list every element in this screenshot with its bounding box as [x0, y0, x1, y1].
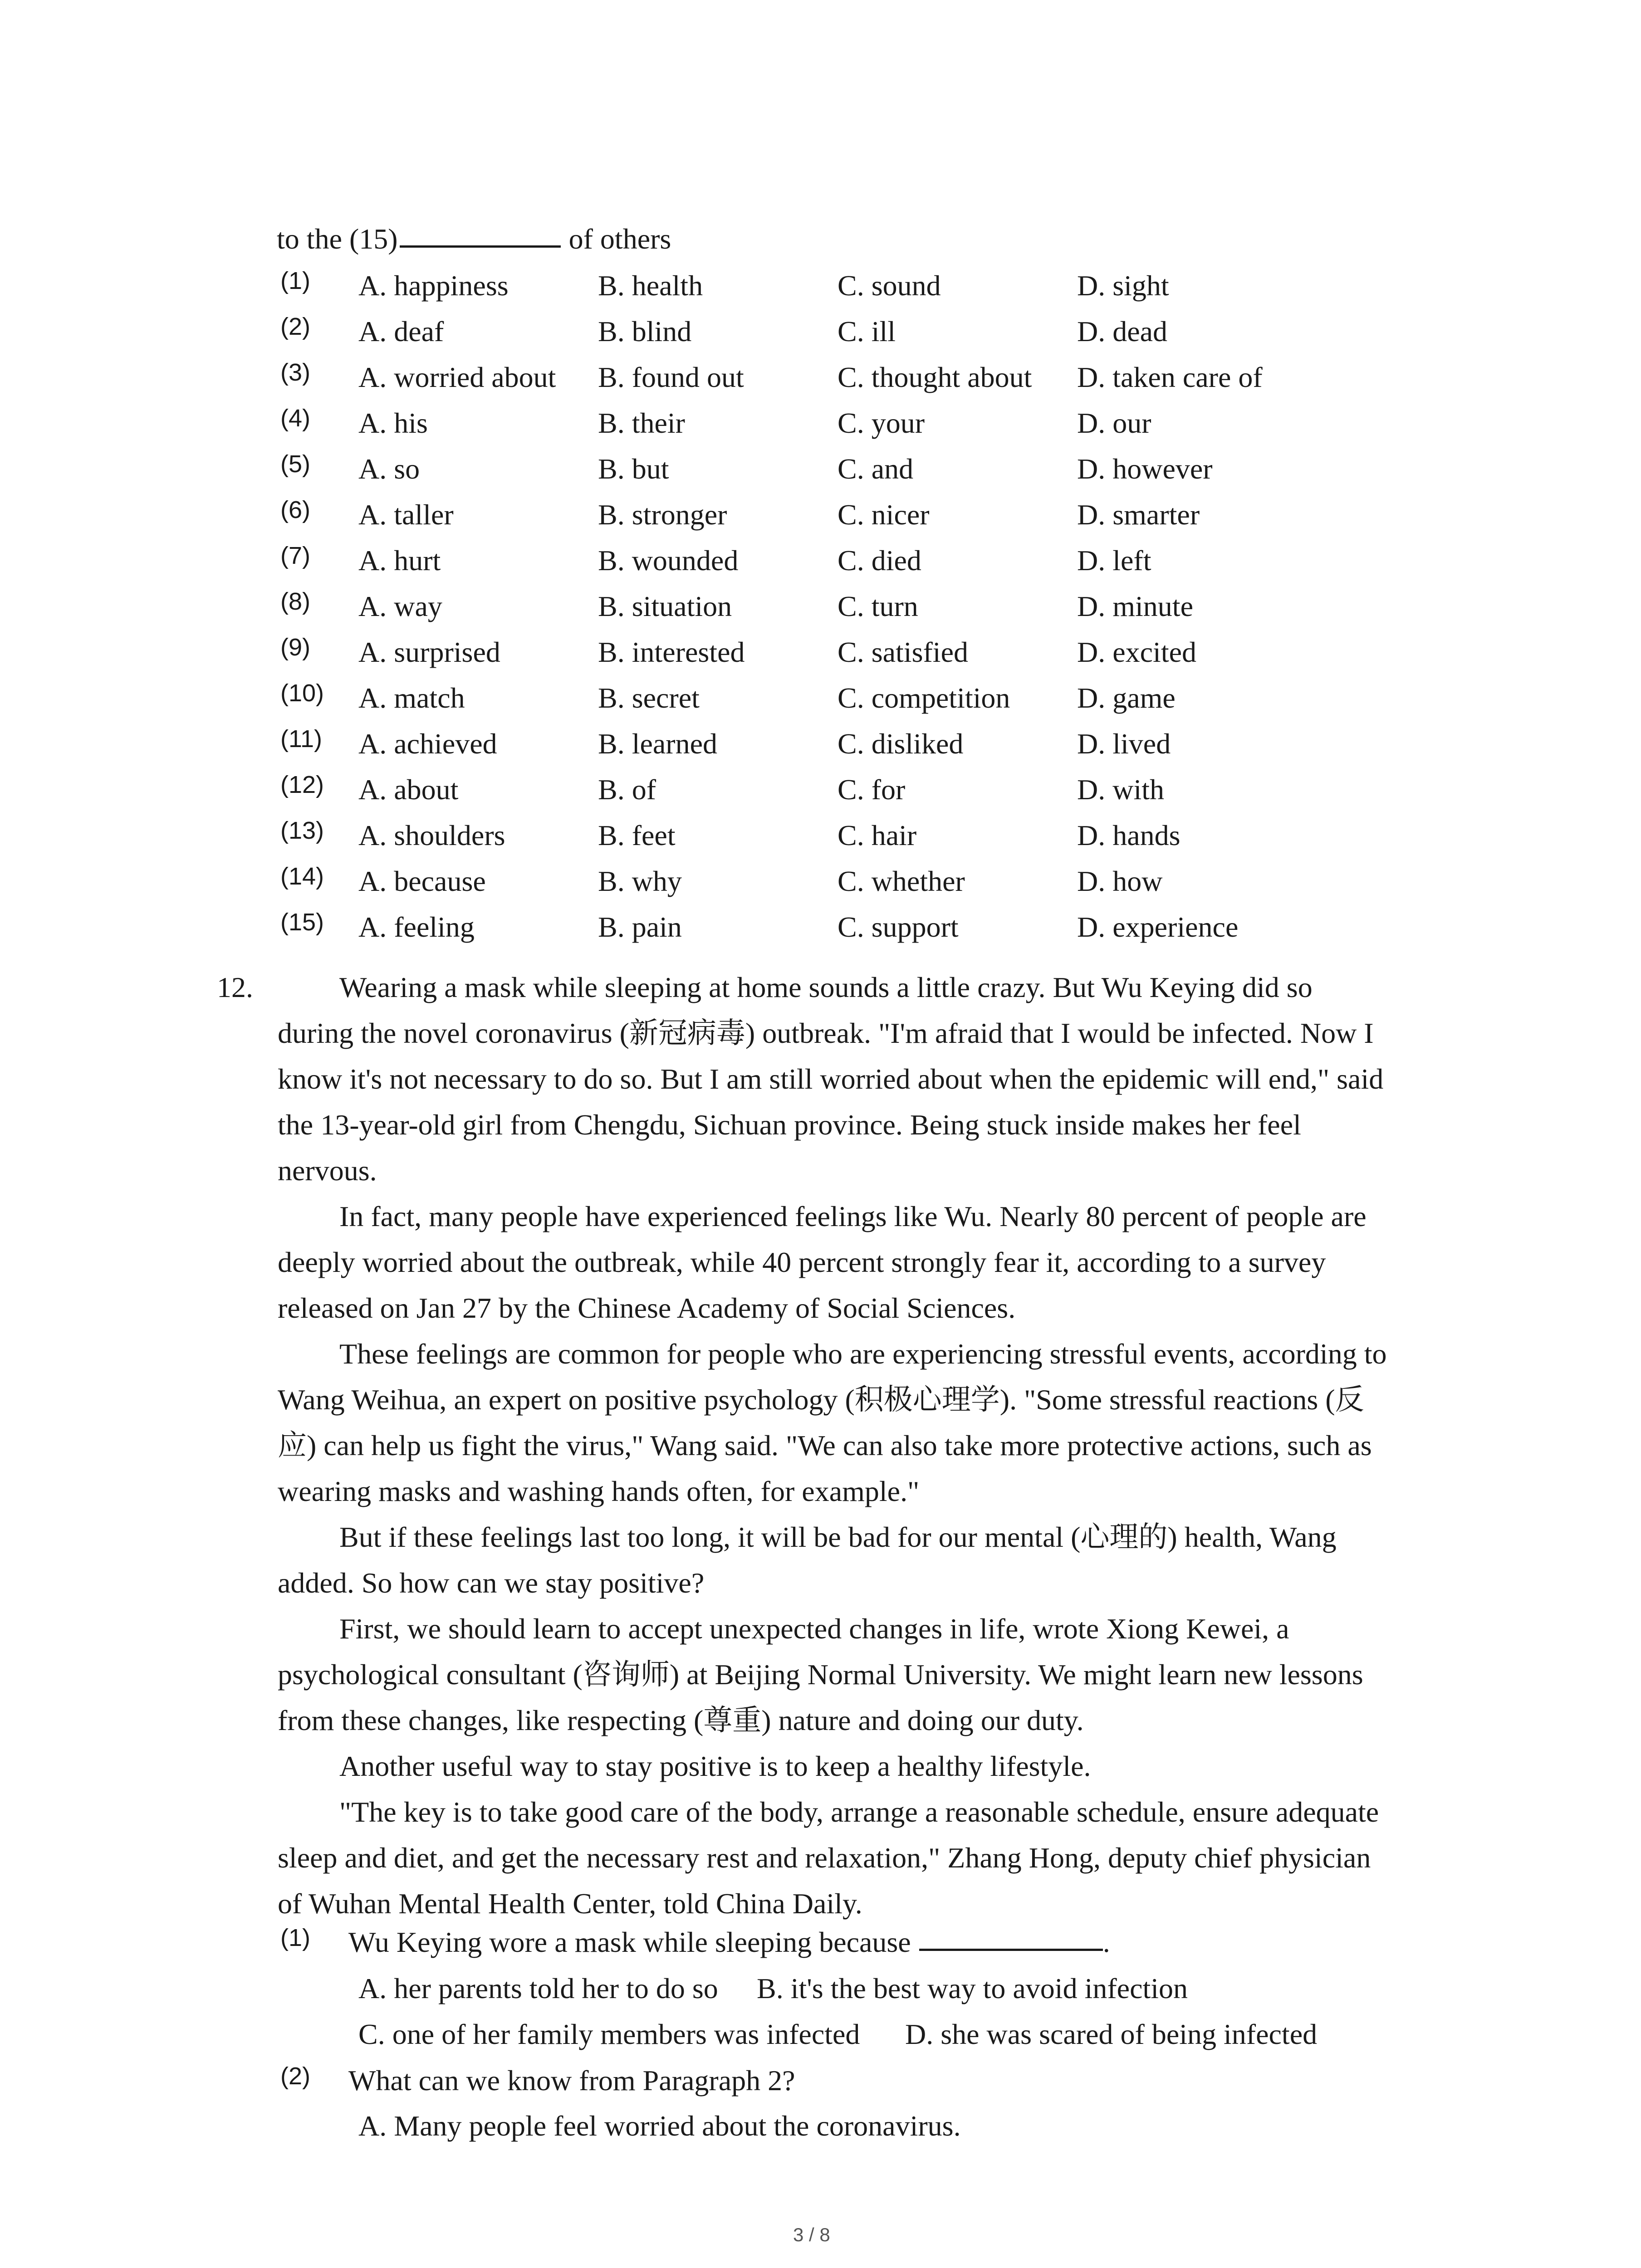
- option-c: C. your: [838, 407, 925, 439]
- option-b: B. it's the best way to avoid infection: [757, 1972, 1188, 2004]
- option-d: D. excited: [1077, 636, 1196, 668]
- passage-line: But if these feelings last too long, it will be bad for our mental (心理的) health, Wang: [339, 1521, 1337, 1553]
- option-a: A. happiness: [358, 269, 509, 302]
- cloze-question-number: (7): [280, 542, 310, 569]
- passage-line: the 13-year-old girl from Chengdu, Sichuan province. Being stuck inside makes her feel: [278, 1109, 1301, 1141]
- passage-line: In fact, many people have experienced feelings like Wu. Nearly 80 percent of people are: [339, 1200, 1367, 1232]
- option-c: C. turn: [838, 590, 918, 622]
- subquestion-number: (1): [280, 1924, 310, 1951]
- option-c: C. nicer: [838, 499, 930, 531]
- option-c: C. competition: [838, 682, 1010, 714]
- passage-line: know it's not necessary to do so. But I am still worried about when the epidemic will end," said: [278, 1063, 1384, 1095]
- passage-line: Wang Weihua, an expert on positive psychology (积极心理学). "Some stressful reactions (反: [278, 1383, 1364, 1416]
- option-b: B. blind: [598, 315, 692, 347]
- passage-line: Another useful way to stay positive is to keep a healthy lifestyle.: [339, 1750, 1091, 1782]
- option-b: B. but: [598, 453, 669, 485]
- passage-line: added. So how can we stay positive?: [278, 1567, 705, 1599]
- option-b: B. of: [598, 773, 656, 806]
- option-a: A. shoulders: [358, 819, 505, 851]
- passage-line: released on Jan 27 by the Chinese Academy of Social Sciences.: [278, 1292, 1016, 1324]
- option-b: B. stronger: [598, 499, 727, 531]
- option-d: D. sight: [1077, 269, 1169, 302]
- option-d: D. minute: [1077, 590, 1193, 622]
- option-a: A. way: [358, 590, 442, 622]
- option-b: B. pain: [598, 911, 682, 943]
- option-b: B. feet: [598, 819, 676, 851]
- option-c: C. hair: [838, 819, 917, 851]
- cloze-question-number: (14): [280, 863, 324, 890]
- passage-line: wearing masks and washing hands often, for example.": [278, 1475, 920, 1507]
- option-d: D. however: [1077, 453, 1213, 485]
- option-a: A. surprised: [358, 636, 500, 668]
- cloze-tail-line: [277, 225, 671, 254]
- option-d: D. our: [1077, 407, 1151, 439]
- cloze-question-number: (3): [280, 359, 310, 386]
- passage-line: Wearing a mask while sleeping at home sounds a little crazy. But Wu Keying did so: [339, 971, 1313, 1003]
- passage-line: psychological consultant (咨询师) at Beijing Normal University. We might learn new lessons: [278, 1658, 1363, 1691]
- cloze-question-number: (15): [280, 909, 324, 936]
- subquestion-stem-text: Wu Keying wore a mask while sleeping because: [348, 1926, 911, 1958]
- passage-line: 应) can help us fight the virus," Wang said. "We can also take more protective actions, such as: [278, 1429, 1372, 1461]
- option-b: B. situation: [598, 590, 732, 622]
- option-b: B. their: [598, 407, 685, 439]
- option-a: A. feeling: [358, 911, 475, 943]
- passage-line: "The key is to take good care of the body, arrange a reasonable schedule, ensure adequate: [339, 1796, 1379, 1828]
- option-c: C. support: [838, 911, 959, 943]
- option-a: A. deaf: [358, 315, 444, 347]
- cloze-tail-text-end: of others: [568, 223, 671, 255]
- passage-line: sleep and diet, and get the necessary rest and relaxation," Zhang Hong, deputy chief physician: [278, 1842, 1371, 1874]
- passage-line: from these changes, like respecting (尊重) nature and doing our duty.: [278, 1704, 1084, 1736]
- option-d: D. with: [1077, 773, 1164, 806]
- cloze-question-number: (4): [280, 405, 310, 432]
- passage-line: during the novel coronavirus (新冠病毒) outbreak. "I'm afraid that I would be infected. Now I: [278, 1017, 1374, 1049]
- subquestion-stem: What can we know from Paragraph 2?: [348, 2064, 795, 2097]
- option-c: C. ill: [838, 315, 896, 347]
- option-d: D. smarter: [1077, 499, 1200, 531]
- option-d: D. lived: [1077, 728, 1171, 760]
- option-d: D. left: [1077, 544, 1151, 577]
- option-a: A. hurt: [358, 544, 441, 577]
- option-c: C. whether: [838, 865, 965, 897]
- option-d: D. she was scared of being infected: [905, 2018, 1318, 2050]
- option-a: A. taller: [358, 499, 454, 531]
- cloze-question-number: (12): [280, 771, 324, 798]
- option-b: B. found out: [598, 361, 744, 393]
- cloze-question-number: (6): [280, 496, 310, 523]
- option-d: D. how: [1077, 865, 1163, 897]
- passage-line: of Wuhan Mental Health Center, told China Daily.: [278, 1887, 862, 1920]
- option-c: C. one of her family members was infected: [358, 2018, 860, 2050]
- option-d: D. dead: [1077, 315, 1168, 347]
- cloze-question-number: (11): [280, 725, 323, 753]
- cloze-question-number: (1): [280, 267, 310, 294]
- cloze-tail-text: to the (15): [277, 223, 398, 255]
- option-d: D. experience: [1077, 911, 1239, 943]
- page-number: 3 / 8: [793, 2224, 830, 2245]
- cloze-question-number: (5): [280, 450, 310, 478]
- passage-line: First, we should learn to accept unexpected changes in life, wrote Xiong Kewei, a: [339, 1613, 1289, 1645]
- option-a: A. about: [358, 773, 459, 806]
- option-b: B. interested: [598, 636, 745, 668]
- question-number: 12.: [217, 971, 253, 1003]
- option-d: D. taken care of: [1077, 361, 1263, 393]
- cloze-question-number: (13): [280, 817, 324, 844]
- option-b: B. learned: [598, 728, 717, 760]
- answer-blank: [400, 245, 561, 248]
- option-d: D. game: [1077, 682, 1176, 714]
- option-a: A. Many people feel worried about the coronavirus.: [358, 2110, 961, 2142]
- option-c: C. sound: [838, 269, 941, 302]
- passage-line: nervous.: [278, 1154, 377, 1187]
- answer-blank: [919, 1949, 1103, 1951]
- subquestion-stem: [348, 1928, 1110, 1957]
- subquestion-stem-end: .: [1102, 1926, 1110, 1958]
- option-c: C. disliked: [838, 728, 964, 760]
- cloze-question-number: (8): [280, 588, 310, 615]
- passage-line: These feelings are common for people who are experiencing stressful events, according to: [339, 1338, 1387, 1370]
- option-a: A. match: [358, 682, 465, 714]
- cloze-question-number: (9): [280, 634, 310, 661]
- passage-line: deeply worried about the outbreak, while 40 percent strongly fear it, according to a survey: [278, 1246, 1326, 1278]
- option-b: B. wounded: [598, 544, 739, 577]
- option-c: C. thought about: [838, 361, 1032, 393]
- option-a: A. because: [358, 865, 486, 897]
- option-c: C. satisfied: [838, 636, 968, 668]
- option-a: A. so: [358, 453, 420, 485]
- option-b: B. secret: [598, 682, 700, 714]
- cloze-question-number: (2): [280, 313, 310, 340]
- option-d: D. hands: [1077, 819, 1181, 851]
- option-c: C. and: [838, 453, 914, 485]
- option-a: A. worried about: [358, 361, 556, 393]
- option-a: A. his: [358, 407, 428, 439]
- subquestion-number: (2): [280, 2063, 310, 2090]
- option-c: C. died: [838, 544, 921, 577]
- cloze-question-number: (10): [280, 679, 324, 707]
- option-c: C. for: [838, 773, 906, 806]
- option-a: A. achieved: [358, 728, 497, 760]
- option-b: B. why: [598, 865, 682, 897]
- option-b: B. health: [598, 269, 703, 302]
- option-a: A. her parents told her to do so: [358, 1972, 718, 2004]
